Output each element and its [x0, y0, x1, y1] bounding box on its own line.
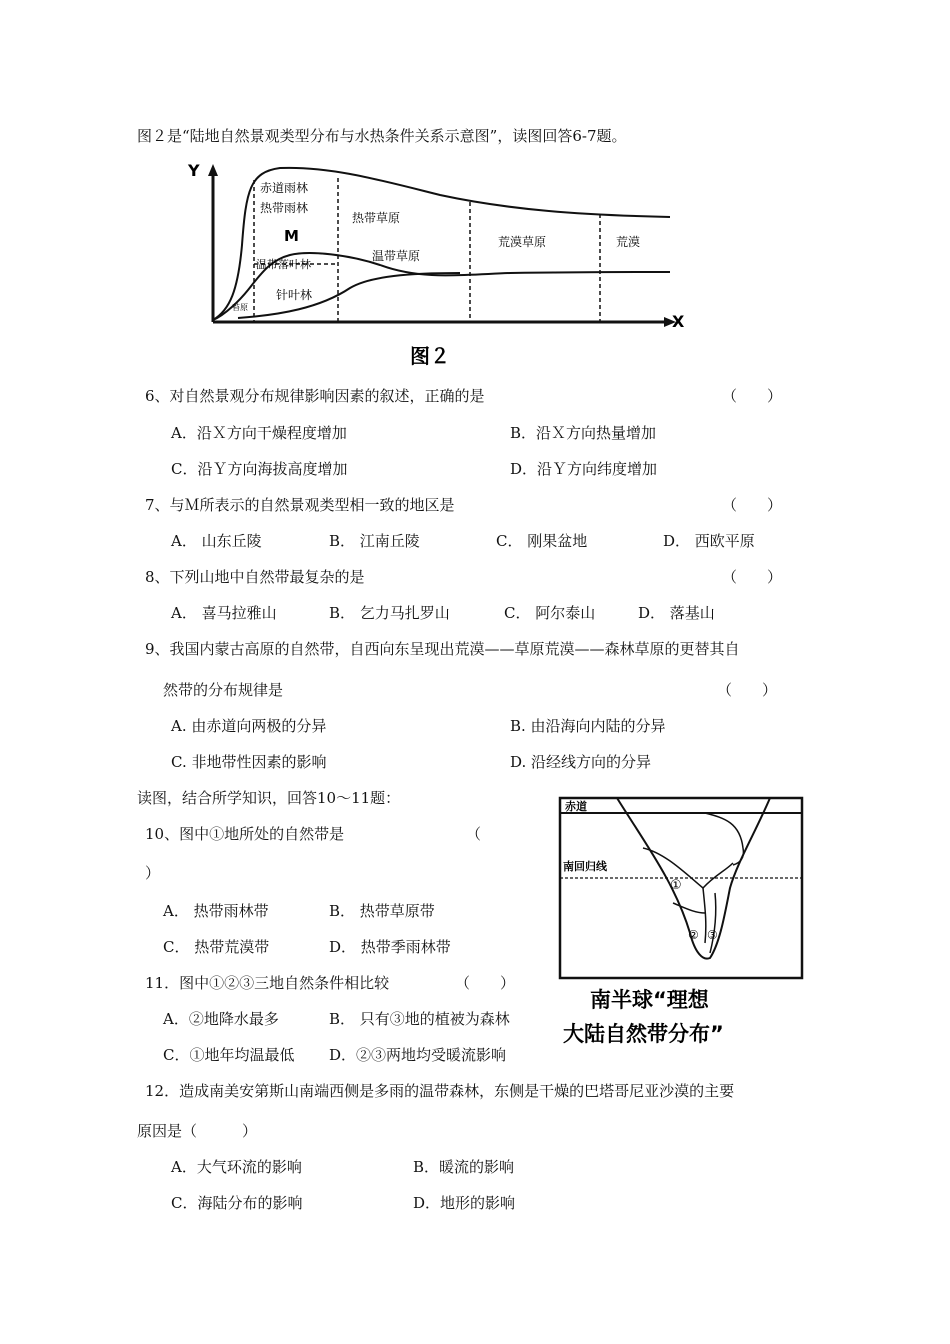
q6-option-c[interactable]: C．沿Ｙ方向海拔高度增加: [171, 460, 348, 478]
q8-answer-blank: （ ）: [722, 568, 783, 586]
lower-curve-2: [238, 273, 460, 318]
point-2-label: ②: [688, 928, 699, 942]
q9-stem-line1: 9、我国内蒙古高原的自然带，自西向东呈现出荒漠——草原荒漠——森林草原的更替其自: [145, 640, 740, 658]
q6-option-b[interactable]: B．沿Ｘ方向热量增加: [510, 424, 657, 442]
q12-option-d[interactable]: D．地形的影响: [413, 1194, 516, 1212]
q7-option-a[interactable]: A． 山东丘陵: [171, 532, 262, 550]
q12-option-b[interactable]: B．暖流的影响: [413, 1158, 515, 1176]
zone-conifer: 针叶林: [276, 288, 313, 302]
q6-option-d[interactable]: D．沿Ｙ方向纬度增加: [510, 460, 658, 478]
intro-text: 图２是“陆地自然景观类型分布与水热条件关系示意图”，读图回答6-7题。: [137, 127, 627, 145]
q10-stem: 10、图中①地所处的自然带是: [145, 825, 345, 843]
equator-label: 赤道: [565, 800, 587, 813]
q12-stem-line1: 12．造成南美安第斯山南端西侧是多雨的温带森林，东侧是干燥的巴塔哥尼亚沙漠的主要: [145, 1082, 735, 1100]
read-instruction: 读图，结合所学知识，回答10～11题：: [137, 789, 401, 807]
zone-tropical-grass: 热带草原: [352, 211, 401, 225]
point-1-label: ①: [670, 878, 682, 893]
zone-desert-steppe: 荒漠草原: [498, 235, 547, 249]
q10-paren-open: （: [466, 825, 482, 843]
y-axis-label: Y: [188, 161, 200, 180]
q9-option-b[interactable]: B. 由沿海向内陆的分异: [510, 717, 666, 735]
x-axis-label: X: [672, 312, 685, 331]
q6-answer-blank: （ ）: [722, 387, 783, 405]
figure-2-diagram: [180, 150, 710, 375]
q11-answer-blank: （ ）: [455, 974, 516, 992]
tropic-label: 南回归线: [563, 860, 607, 873]
q6-stem: 6、对自然景观分布规律影响因素的叙述，正确的是: [145, 387, 485, 405]
southern-hemisphere-continent-map: [555, 793, 810, 1053]
q11-option-a[interactable]: A．②地降水最多: [163, 1010, 279, 1028]
q11-option-b[interactable]: B． 只有③地的植被为森林: [329, 1010, 510, 1028]
q10-option-b[interactable]: B． 热带草原带: [329, 902, 435, 920]
q7-option-d[interactable]: D． 西欧平原: [663, 532, 755, 550]
zone-m-label: M: [284, 227, 299, 245]
point-3-label: ③: [707, 928, 718, 942]
q10-option-a[interactable]: A． 热带雨林带: [163, 902, 269, 920]
q10-option-d[interactable]: D． 热带季雨林带: [329, 938, 451, 956]
q8-stem: 8、下列山地中自然带最复杂的是: [145, 568, 365, 586]
zone-tundra: 苔原: [232, 303, 248, 312]
q7-option-c[interactable]: C． 刚果盆地: [496, 532, 588, 550]
zone-tropical-forest: 热带雨林: [260, 201, 309, 215]
figure-2-caption: 图２: [410, 344, 450, 368]
q9-option-c[interactable]: C. 非地带性因素的影响: [171, 753, 327, 771]
zone-desert: 荒漠: [616, 235, 641, 249]
q12-option-c[interactable]: C．海陆分布的影响: [171, 1194, 303, 1212]
q8-option-b[interactable]: B． 乞力马扎罗山: [329, 604, 450, 622]
map-caption-line1: 南半球“理想: [590, 988, 709, 1012]
q9-stem-line2: 然带的分布规律是: [163, 681, 284, 699]
q11-option-c[interactable]: C．①地年均温最低: [163, 1046, 295, 1064]
q8-option-a[interactable]: A． 喜马拉雅山: [171, 604, 277, 622]
q12-stem-line2: 原因是（ ）: [137, 1122, 258, 1140]
y-axis-arrow: [208, 164, 218, 176]
q7-stem: 7、与Ｍ所表示的自然景观类型相一致的地区是: [145, 496, 455, 514]
q9-answer-blank: （ ）: [717, 681, 778, 699]
q10-paren-close: ）: [145, 864, 161, 882]
q6-option-a[interactable]: A．沿Ｘ方向干燥程度增加: [171, 424, 347, 442]
map-caption-line2: 大陆自然带分布”: [563, 1022, 724, 1046]
q10-option-c[interactable]: C． 热带荒漠带: [163, 938, 270, 956]
q11-option-d[interactable]: D．②③两地均受暖流影响: [329, 1046, 507, 1064]
q8-option-d[interactable]: D． 落基山: [638, 604, 715, 622]
q11-stem: 11．图中①②③三地自然条件相比较: [145, 974, 390, 992]
zone-rainforest: 赤道雨林: [260, 181, 309, 195]
q9-option-a[interactable]: A. 由赤道向两极的分异: [171, 717, 327, 735]
q8-option-c[interactable]: C． 阿尔泰山: [504, 604, 596, 622]
q9-option-d[interactable]: D. 沿经线方向的分异: [510, 753, 652, 771]
q7-answer-blank: （ ）: [722, 496, 783, 514]
zone-temperate-forest: 温带落叶林: [256, 258, 311, 271]
q7-option-b[interactable]: B． 江南丘陵: [329, 532, 420, 550]
zone-temperate-grass: 温带草原: [372, 249, 421, 263]
q12-option-a[interactable]: A．大气环流的影响: [171, 1158, 302, 1176]
